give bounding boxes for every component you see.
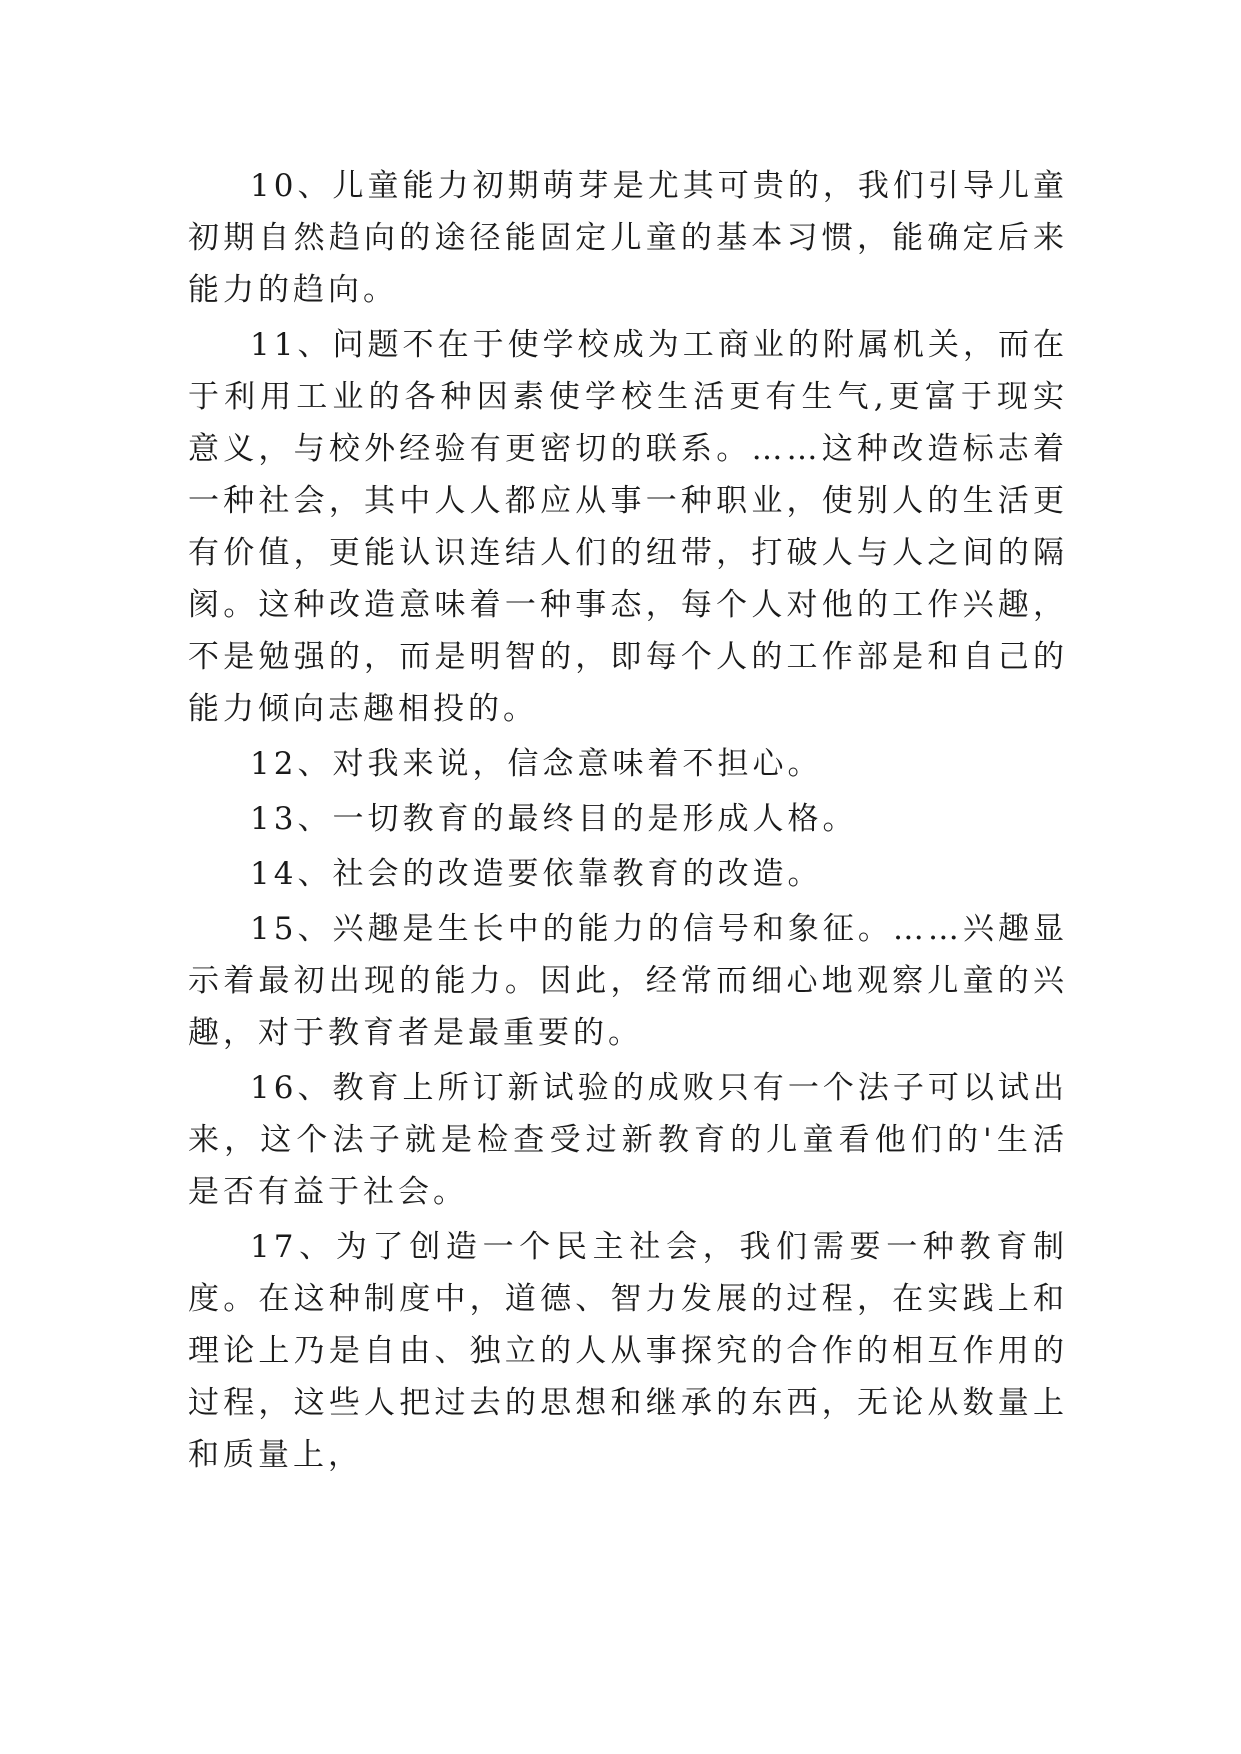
paragraph-15: 15、兴趣是生长中的能力的信号和象征。……兴趣显示着最初出现的能力。因此，经常而细心地观察儿童的兴趣，对于教育者是最重要的。 xyxy=(188,911,1068,1051)
paragraph-14: 14、社会的改造要依靠教育的改造。 xyxy=(250,856,823,892)
paragraph-10: 10、儿童能力初期萌芽是尤其可贵的，我们引导儿童初期自然趋向的途径能固定儿童的基本习惯，能确定后来能力的趋向。 xyxy=(188,168,1068,308)
paragraph-16: 16、教育上所订新试验的成败只有一个法子可以试出来，这个法子就是检查受过新教育的儿童看他们的'生活是否有益于社会。 xyxy=(188,1070,1068,1210)
paragraph-17: 17、为了创造一个民主社会，我们需要一种教育制度。在这种制度中，道德、智力发展的过程，在实践上和理论上乃是自由、独立的人从事探究的合作的相互作用的过程，这些人把过去的思想和继承的东西，无论从数量上和质量上， xyxy=(188,1229,1068,1473)
document-body xyxy=(188,160,1068,1484)
paragraph-13: 13、一切教育的最终目的是形成人格。 xyxy=(250,801,858,837)
paragraph-12: 12、对我来说，信念意味着不担心。 xyxy=(250,746,823,782)
paragraph-11: 11、问题不在于使学校成为工商业的附属机关，而在于利用工业的各种因素使学校生活更有生气,更富于现实意义，与校外经验有更密切的联系。……这种改造标志着一种社会，其中人人都应从事一种职业，使别人的生活更有价值，更能认识连结人们的纽带，打破人与人之间的隔阂。这种改造意味着一种事态，每个人对他的工作兴趣，不是勉强的，而是明智的，即每个人的工作部是和自己的能力倾向志趣相投的。 xyxy=(188,327,1068,727)
